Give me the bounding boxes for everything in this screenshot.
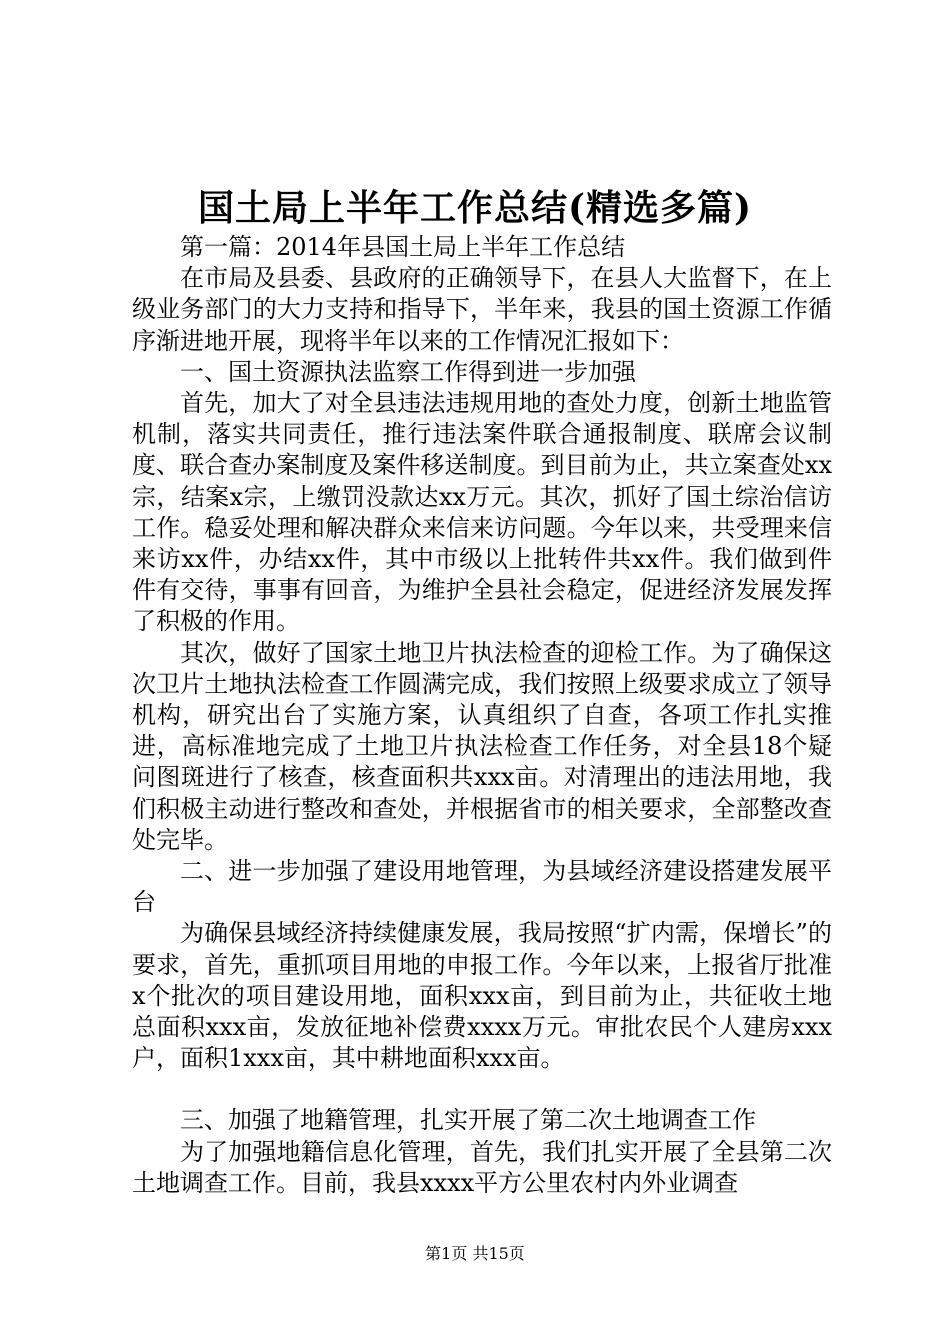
blank-line: [132, 1074, 832, 1105]
document-body: [132, 232, 832, 1199]
paragraph-intro: 在市局及县委、县政府的正确领导下，在县人大监督下，在上级业务部门的大力支持和指导下，半年来，我县的国土资源工作循序渐进地开展，现将半年以来的工作情况汇报如下：: [132, 264, 832, 355]
paragraph-construction-land: 为确保县域经济持续健康发展，我局按照“扩内需，保增长”的要求，首先，重抓项目用地的申报工作。今年以来，上报省厅批准x个批次的项目建设用地，面积xxx亩，到目前为止，共征收土地总面积xxx亩，发放征地补偿费xxxx万元。审批农民个人建房xxx户，面积1xxx亩，其中耕地面积xxx亩。: [132, 919, 832, 1073]
page-footer: 第1页 共15页: [425, 1244, 525, 1263]
section-heading-part-one: 第一篇：2014年县国土局上半年工作总结: [180, 233, 626, 261]
document-title: 国土局上半年工作总结(精选多篇): [197, 187, 753, 229]
section-heading-1: 一、国土资源执法监察工作得到进一步加强: [180, 357, 636, 386]
section-heading-2: 二、进一步加强了建设用地管理，为县域经济建设搭建发展平台: [132, 857, 832, 917]
paragraph-enforcement: 首先，加大了对全县违法违规用地的查处力度，创新土地监管机制，落实共同责任，推行违法案件联合通报制度、联席会议制度、联合查办案制度及案件移送制度。到目前为止，共立案查处xx宗，结案x宗，上缴罚没款达xx万元。其次，抓好了国土综治信访工作。稳妥处理和解决群众来信来访问题。今年以来，共受理来信来访xx件，办结xx件，其中市级以上批转件共xx件。我们做到件件有交待，事事有回音，为维护全县社会稳定，促进经济发展发挥了积极的作用。: [132, 389, 832, 636]
paragraph-satellite-inspection: 其次，做好了国家土地卫片执法检查的迎检工作。为了确保这次卫片土地执法检查工作圆满完成，我们按照上级要求成立了领导机构，研究出台了实施方案，认真组织了自查，各项工作扎实推进，高标准地完成了土地卫片执法检查工作任务，对全县18个疑问图斑进行了核查，核查面积共xxx亩。对清理出的违法用地，我们积极主动进行整改和查处，并根据省市的相关要求，全部整改查处完毕。: [132, 638, 832, 854]
paragraph-cadastral: 为了加强地籍信息化管理，首先，我们扎实开展了全县第二次土地调查工作。目前，我县xxxx平方公里农村内外业调查: [132, 1137, 832, 1197]
section-heading-3: 三、加强了地籍管理，扎实开展了第二次土地调查工作: [180, 1106, 756, 1135]
